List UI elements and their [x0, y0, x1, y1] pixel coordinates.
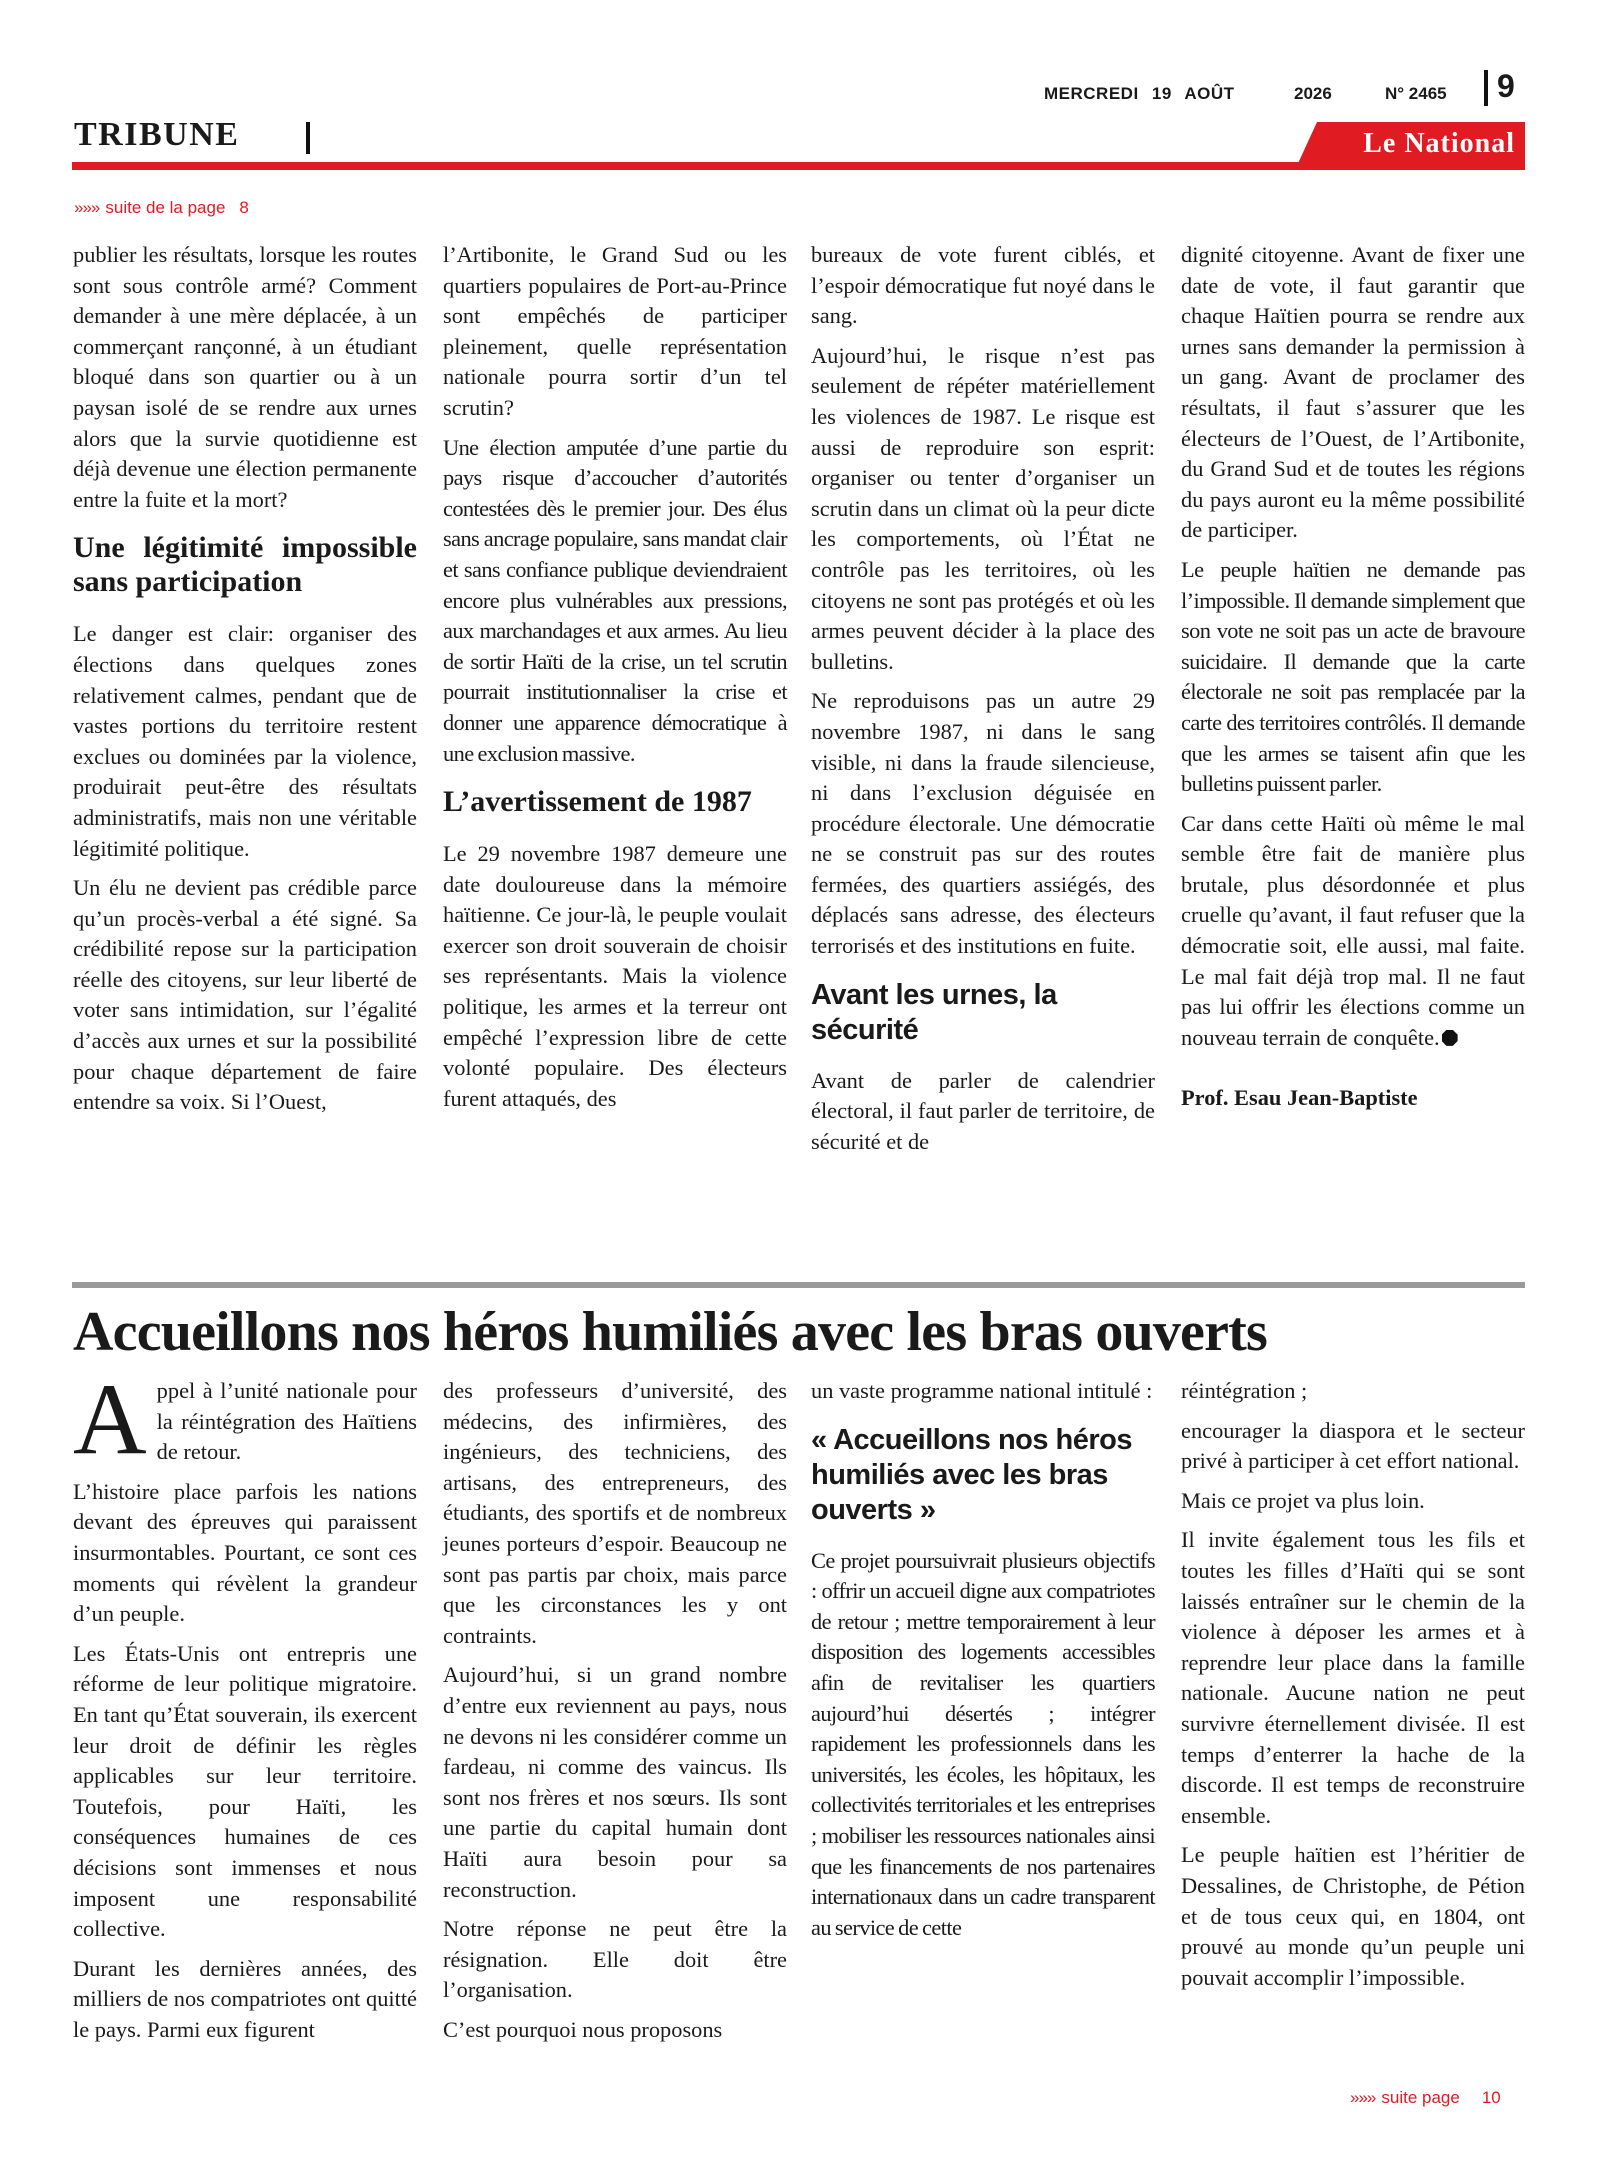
paragraph: l’Artibonite, le Grand Sud ou les quartiers populaires de Port-au-Prince sont empêchés de participer pleinement, quelle représentation nationale pourra sortir d’un tel scrutin? — [443, 242, 787, 420]
drop-cap: A — [73, 1363, 147, 1476]
article2-column-1 — [73, 1363, 417, 2054]
paragraph: Mais ce projet va plus loin. — [1181, 1487, 1425, 1513]
page-number: 9 — [1497, 68, 1515, 104]
continued-text: suite de la page — [105, 198, 226, 217]
article1-column-2 — [443, 240, 787, 1123]
article2-column-4 — [1181, 1376, 1525, 2002]
paragraph: réintégration ; — [1181, 1378, 1308, 1403]
paragraph: Avant de parler de calendrier électoral, il faut parler de territoire, de sécurité et de — [811, 1067, 1155, 1154]
article1-column-3 — [811, 240, 1155, 1166]
paragraph: des professeurs d’université, des médecins, des infirmières, des ingénieurs, des techniciens, des artisans, des entrepreneurs, des étudiants, des sportifs et de nombreux jeunes porteurs d’espoir. Beaucoup ne sont pas partis par choix, mais parce que les circonstances les y ont contraints. — [443, 1378, 787, 1648]
paragraph: bureaux de vote furent ciblés, et l’espoir démocratique fut noyé dans le sang. — [811, 242, 1155, 329]
paragraph: L’histoire place parfois les nations devant des épreuves qui paraissent insurmontables. Pourtant, ce sont ces moments qui révèlent la grandeur d’un peuple. — [73, 1478, 417, 1627]
paragraph: Ne reproduisons pas un autre 29 novembre 1987, ni dans le sang visible, ni dans la fraude silencieuse, ni dans l’exclusion déguisée en procédure électorale. Une démocratie ne se construit pas sur des routes fermées, des quartiers assiégés, des déplacés sans adresse, des électeurs terrorisés et des institutions en fuite. — [811, 688, 1155, 959]
header-divider — [1484, 70, 1488, 106]
issue-date: MERCREDI 19 AOÛT — [1044, 84, 1235, 103]
paragraph: Aujourd’hui, le risque n’est pas seulement de répéter matériellement les violences de 1987. Le risque est aussi de reproduire son esprit: organiser ou tenter d’organiser un scrutin dans un climat où la peur dicte les comportements, où l’État ne contrôle pas les territoires, où les citoyens ne sont pas protégés et où les armes peuvent décider à la place des bulletins. — [811, 342, 1155, 674]
paragraph: Les États-Unis ont entrepris une réforme de leur politique migratoire. En tant qu’État souverain, ils exercent leur droit de définir les règles applicables sur leur territoire. Toutefois, pour Haïti, les conséquences humaines de ces décisions sont immenses et nous imposent une responsabilité collective. — [73, 1640, 417, 1942]
paragraph: Durant les dernières années, des milliers de nos compatriotes ont quitté le pays. Parmi eux figurent — [73, 1955, 417, 2042]
author-signature: Prof. Esau Jean-Baptiste — [1181, 1085, 1418, 1111]
newspaper-brand: Le National — [1363, 128, 1515, 159]
paragraph: publier les résultats, lorsque les routes sont sous contrôle armé? Comment demander à une mère déplacée, à un commerçant rançonné, à un étudiant bloqué dans son quartier ou à un paysan isolé de se rendre aux urnes alors que la survie quotidienne est déjà devenue une élection permanente entre la fuite et la mort? — [73, 242, 417, 512]
subheading: Avant les urnes, la sécurité — [811, 978, 1057, 1046]
section-title: TRIBUNE — [74, 116, 240, 153]
paragraph: Notre réponse ne peut être la résignation. Elle doit être l’organisation. — [443, 1916, 787, 2003]
end-of-article-icon — [1442, 1030, 1458, 1046]
paragraph: Le peuple haïtien est l’héritier de Dessalines, de Christophe, de Pétion et de tous ceux qui, en 1804, ont prouvé au monde qu’un peuple uni pouvait accomplir l’impossible. — [1181, 1842, 1525, 1990]
paragraph: Ce projet poursuivrait plusieurs objectifs : offrir un accueil digne aux compatriotes de retour ; mettre temporairement à leur disposition des logements accessibles afin de revitaliser les quartiers aujourd’hui désertés ; intégrer rapidement les professionnels dans les universités, les écoles, les hôpitaux, les collectivités territoriales et les entreprises ; mobiliser les ressources nationales ainsi que les financements de nos partenaires internationaux dans un cadre transparent au service de cette — [811, 1547, 1155, 1940]
article-separator — [72, 1282, 1525, 1288]
paragraph: Il invite également tous les fils et toutes les filles d’Haïti qui se sont laissés entraîner sur le chemin de la violence à déposer les armes et à reprendre leur place dans la famille nationale. Aucune nation ne peut survivre éternellement divisée. Il est temps d’enterrer la hache de la discorde. Il est temps de reconstruire ensemble. — [1181, 1527, 1525, 1828]
paragraph: encourager la diaspora et le secteur privé à participer à cet effort national. — [1181, 1417, 1525, 1474]
continued-page: 10 — [1481, 2088, 1501, 2107]
section-divider — [306, 122, 310, 154]
closing-text: Car dans cette Haïti où même le mal semble être fait de manière plus brutale, plus désordonnée et plus cruelle qu’avant, il faut refuser que la démocratie soit, elle aussi, mal faite. Le mal fait déjà trop mal. Il ne faut pas lui offrir les élections comme un nouveau terrain de conquête. — [1181, 810, 1525, 1050]
issue-number: N° 2465 — [1385, 84, 1447, 103]
paragraph: Le danger est clair: organiser des élections dans quelques zones relativement calmes, pendant que de vastes portions du territoire restent exclues ou dominées par la violence, produirait peut-être des résultats administratifs, mais non une véritable légitimité politique. — [73, 621, 417, 861]
continued-arrows: »»» — [74, 198, 100, 217]
paragraph: un vaste programme national intitulé : — [811, 1378, 1153, 1403]
paragraph: Un élu ne devient pas crédible parce qu’un procès-verbal a été signé. Sa crédibilité repose sur la participation réelle des citoyens, sur leur liberté de voter sans intimidation, sur l’égalité d’accès aux urnes et sur la possibilité pour chaque département de faire entendre sa voix. Si l’Ouest, — [73, 875, 417, 1115]
article1-column-1 — [73, 240, 417, 1127]
paragraph: Le 29 novembre 1987 demeure une date douloureuse dans la mémoire haïtienne. Ce jour-là, le peuple voulait exercer son droit souverain de choisir ses représentants. Mais la violence politique, les armes et la terreur ont empêché l’expression libre de cette volonté populaire. Des électeurs furent attaqués, des — [443, 841, 787, 1111]
lead-text: ppel à l’unité nationale pour la réintégration des Haïtiens de retour. — [156, 1378, 417, 1465]
article2-column-2 — [443, 1376, 787, 2054]
paragraph: Une élection amputée d’une partie du pays risque d’accoucher d’autorités contestées dès le premier jour. Des élus sans ancrage populaire, sans mandat clair et sans confiance publique deviendraient encore plus vulnérables aux pressions, aux marchandages et aux armes. Au lieu de sortir Haïti de la crise, un tel scrutin pourrait institutionnaliser la crise et donner une apparence démocratique à une exclusion massive. — [443, 434, 787, 766]
subheading: « Accueillons nos héros humiliés avec les bras ouverts » — [811, 1423, 1133, 1526]
issue-year: 2026 — [1294, 84, 1332, 103]
article1-column-4 — [1181, 240, 1525, 1123]
paragraph: dignité citoyenne. Avant de fixer une date de vote, il faut garantir que chaque Haïtien pourra se rendre aux urnes sans demander la permission à un gang. Avant de proclamer des résultats, il faut s’assurer que les électeurs de l’Ouest, de l’Artibonite, du Grand Sud et de toutes les régions du pays auront eu la même possibilité de participer. — [1181, 242, 1525, 543]
article2-headline: Accueillons nos héros humiliés avec les bras ouverts — [73, 1301, 1268, 1363]
paragraph: C’est pourquoi nous proposons — [443, 2016, 723, 2042]
subheading: L’avertissement de 1987 — [443, 785, 752, 819]
article2-column-3 — [811, 1376, 1155, 1952]
paragraph: Le peuple haïtien ne demande pas l’impossible. Il demande simplement que son vote ne soit pas un acte de bravoure suicidaire. Il demande que la carte électorale ne soit pas remplacée par la carte des territoires contrôlés. Il demande que les armes se taisent afin que les bulletins puissent parler. — [1181, 556, 1525, 797]
lead-paragraph — [73, 1363, 417, 1476]
continued-page: 8 — [239, 198, 249, 217]
continued-from[interactable] — [74, 198, 249, 218]
subheading: Une légitimité impossible sans participation — [73, 531, 417, 599]
paragraph: Aujourd’hui, si un grand nombre d’entre eux reviennent au pays, nous ne devons ni les considérer comme un fardeau, ni comme des vaincus. Ils sont nos frères et nos sœurs. Ils sont une partie du capital humain dont Haïti aura besoin pour sa reconstruction. — [443, 1662, 787, 1902]
continued-on[interactable] — [1350, 2088, 1501, 2108]
paragraph — [1181, 809, 1525, 1054]
continued-arrows: »»» — [1350, 2088, 1376, 2107]
continued-text: suite page — [1381, 2088, 1460, 2107]
